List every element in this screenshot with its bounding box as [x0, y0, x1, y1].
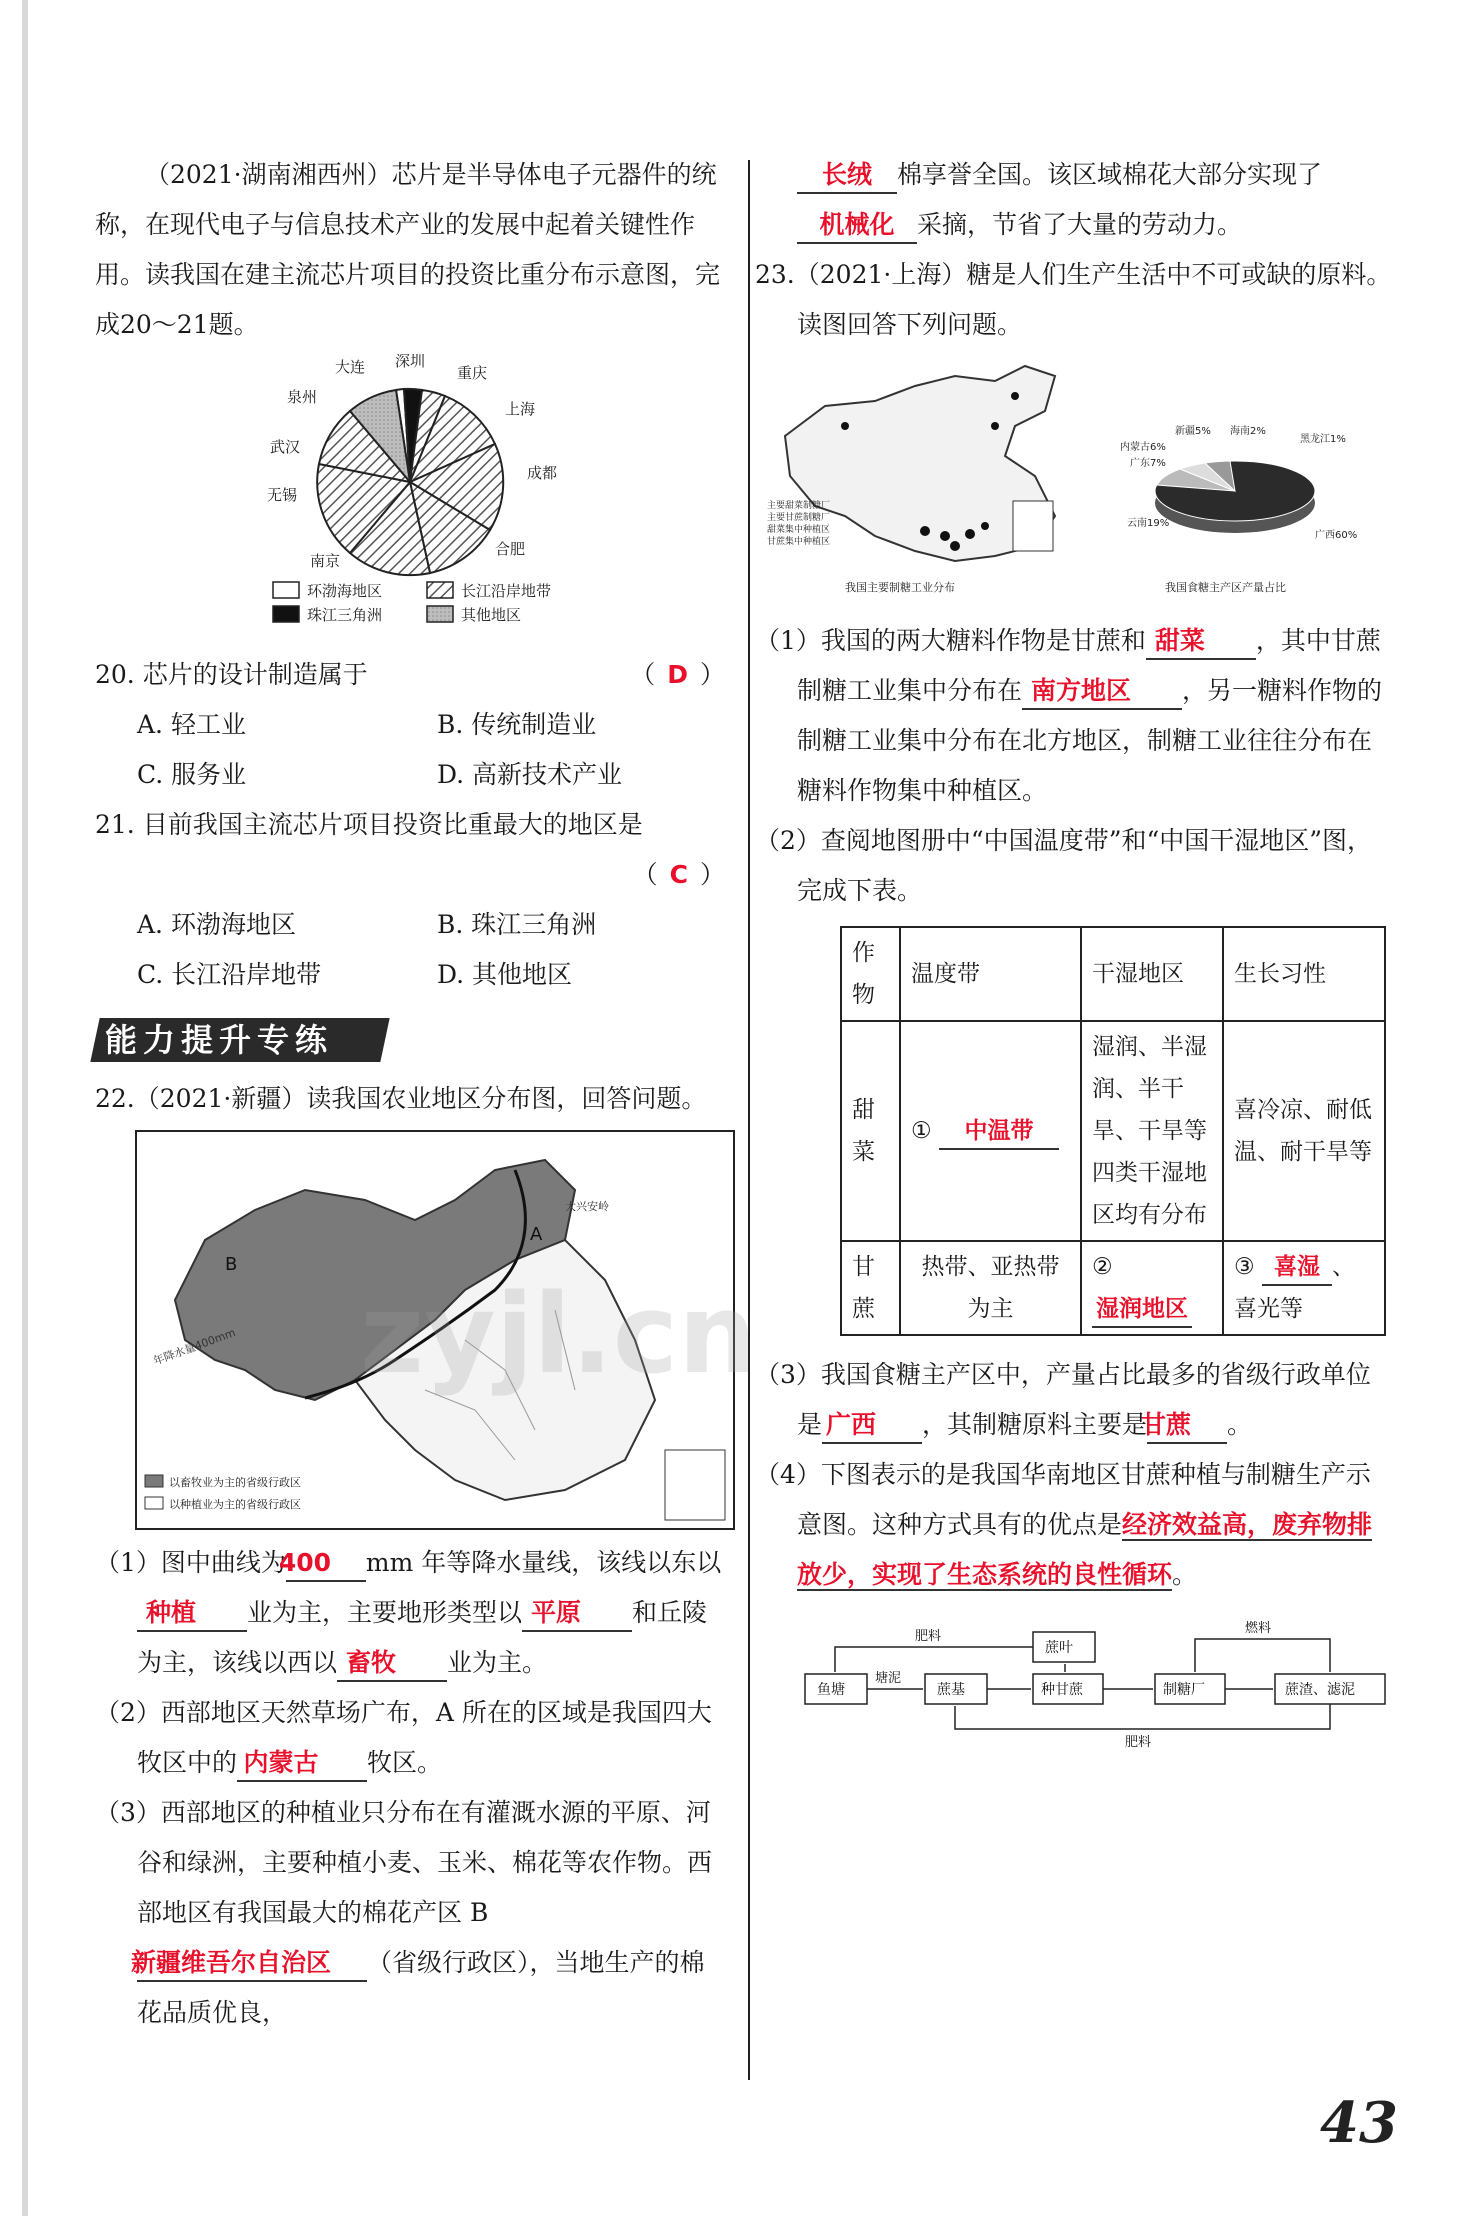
- table-cell: 热带、亚热带为主: [900, 1241, 1081, 1335]
- answer-blank: 中温带: [939, 1114, 1059, 1150]
- flow-box: 制糖厂: [1163, 1682, 1205, 1698]
- table-row: [841, 1021, 1385, 1241]
- q23-part1: （1）我国的两大糖料作物是甘蔗和 甜菜 ，其中甘蔗制糖工业集中分布在 南方地区 ，另一糖料作物的制糖工业集中分布在北方地区，制糖工业往往分布在糖料作物集中种植区。: [755, 626, 1383, 805]
- answer-blank: 平原: [522, 1596, 632, 1632]
- table-cell: 甜菜: [841, 1021, 900, 1241]
- watermark: zyjl.cn: [360, 1270, 757, 1398]
- flow-label: 肥料: [1125, 1735, 1152, 1750]
- answer-blank: 南方地区: [1022, 674, 1182, 710]
- q21-option: A. 环渤海地区: [137, 910, 296, 939]
- table-cell: 湿润、半湿润、半干旱、干旱等四类干湿地区均有分布: [1081, 1021, 1223, 1241]
- map-legend: 以畜牧业为主的省级行政区: [169, 1476, 301, 1489]
- table-cell: ① 中温带: [900, 1021, 1081, 1241]
- answer-blank: 畜牧: [337, 1646, 447, 1682]
- answer-blank: 内蒙古: [237, 1746, 367, 1782]
- q21-option: B. 珠江三角洲: [437, 910, 597, 939]
- q20-answer-bracket: （ D ）: [630, 660, 725, 689]
- q21-option: D. 其他地区: [437, 960, 573, 989]
- answer-blank: 甜菜: [1146, 624, 1256, 660]
- left-column: [95, 150, 725, 2038]
- map-label-a: A: [530, 1224, 543, 1245]
- pie-legend: 珠江三角洲: [307, 606, 383, 624]
- pie-label: 重庆: [457, 364, 488, 382]
- q23-stem: 23.（2021·上海）糖是人们生产生活中不可或缺的原料。读图回答下列问题。: [755, 260, 1392, 339]
- answer-blank: 广西: [822, 1408, 922, 1444]
- right-column: [755, 150, 1395, 1754]
- answer-blank: 新疆维吾尔自治区: [137, 1946, 367, 1982]
- q23-part3: （3）我国食糖主产区中，产量占比最多的省级行政单位是 广西 ，其制糖原料主要是甘蔗 。: [755, 1350, 1395, 1450]
- q21-answer: C: [669, 860, 688, 889]
- map-label-isohyet: 年降水量400mm: [151, 1326, 238, 1368]
- answer-blank: 长绒: [797, 158, 897, 194]
- pie-label: 泉州: [287, 388, 318, 406]
- q20-option: D. 高新技术产业: [437, 760, 623, 789]
- q21-option: C. 长江沿岸地带: [137, 960, 322, 989]
- q20-options-row1: [95, 700, 725, 750]
- answer-blank: 甘蔗: [1147, 1408, 1227, 1444]
- flow-label: 塘泥: [875, 1671, 902, 1686]
- pie-label: 南京: [310, 552, 341, 570]
- pie-legend: 其他地区: [461, 606, 522, 624]
- table-header: 作物: [841, 927, 900, 1021]
- pie-label: 合肥: [495, 540, 526, 558]
- table-header: 生长习性: [1223, 927, 1385, 1021]
- q20-option: B. 传统制造业: [437, 710, 597, 739]
- sugar-pie-label: 新疆5%: [1175, 426, 1211, 437]
- q22-part2: （2）西部地区天然草场广布，A 所在的区域是我国四大牧区中的 内蒙古 牧区。: [95, 1688, 725, 1788]
- sugar-map-legend: 主要甘蔗制糖厂: [767, 513, 831, 523]
- intro-text: （2021·湖南湘西州）芯片是半导体电子元器件的统称，在现代电子与信息技术产业的发展中起着关键性作用。读我国在建主流芯片项目的投资比重分布示意图，完成20～21题。: [95, 160, 721, 339]
- flow-box: 蔗基: [937, 1682, 965, 1698]
- q22-stem: 22.（2021·新疆）读我国农业地区分布图，回答问题。: [95, 1084, 707, 1113]
- q20-option: A. 轻工业: [137, 710, 246, 739]
- sugar-map-legend: 甘蔗集中种植区: [767, 537, 831, 547]
- answer-blank: 400: [286, 1546, 366, 1582]
- answer-blank: 机械化: [797, 208, 917, 244]
- pie-label: 深圳: [395, 354, 426, 370]
- table-cell: ③ 喜湿 、喜光等: [1223, 1241, 1385, 1335]
- q21-options-row1: [95, 900, 725, 950]
- sugar-industry-figure: [755, 356, 1395, 606]
- answer-blank: 湿润地区: [1092, 1292, 1192, 1328]
- sugar-pie-caption: 我国食糖主产区产量占比: [1165, 581, 1286, 594]
- q21-answer-bracket: （ C ）: [632, 860, 725, 889]
- flow-box: 种甘蔗: [1041, 1682, 1083, 1698]
- q20-options-row2: [95, 750, 725, 800]
- sugar-pie-label: 广东7%: [1130, 458, 1166, 469]
- map-label-daxinganling: 大兴安岭: [565, 1200, 609, 1213]
- table-header: 干湿地区: [1081, 927, 1223, 1021]
- q23-part2: （2）查阅地图册中“中国温度带”和“中国干湿地区”图，完成下表。: [755, 826, 1373, 905]
- q20-stem: 20. 芯片的设计制造属于 （ D ）: [95, 650, 725, 700]
- section-banner: 能力提升专练: [95, 1012, 395, 1068]
- pie-legend: 长江沿岸地带: [461, 582, 552, 600]
- pie-label: 上海: [505, 400, 536, 418]
- pie-label: 武汉: [270, 438, 301, 456]
- sugar-map-caption: 我国主要制糖工业分布: [845, 581, 955, 594]
- pie-legend: 环渤海地区: [307, 582, 383, 600]
- map-legend: 以种植业为主的省级行政区: [169, 1498, 301, 1511]
- answer-blank: 种植: [137, 1596, 247, 1632]
- q20-answer: D: [667, 660, 688, 689]
- sugar-pie-label: 海南2%: [1230, 426, 1266, 437]
- flow-box: 蔗叶: [1045, 1640, 1073, 1656]
- column-divider: [748, 160, 750, 2080]
- q21-stem: 21. 目前我国主流芯片项目投资比重最大的地区是: [95, 810, 643, 839]
- q23-part4: （4）下图表示的是我国华南地区甘蔗种植与制糖生产示意图。这种方式具有的优点是经济效益高，废弃物排放少，实现了生态系统的良性循环。: [755, 1460, 1373, 1589]
- crop-table: [840, 926, 1386, 1336]
- table-cell: 喜冷凉、耐低温、耐干旱等: [1223, 1021, 1385, 1241]
- answer-blank: 经济效益高，废弃物排放少，实现了生态系统的良性循环: [797, 1510, 1373, 1589]
- q22-part1: （1）图中曲线为400 mm 年等降水量线，该线以东以种植 业为主，主要地形类型以 平原 和丘陵为主，该线以西以 畜牧 业为主。: [95, 1538, 725, 1688]
- pie-label: 成都: [527, 464, 558, 482]
- table-header-row: [841, 927, 1385, 1021]
- q22-part3: （3）西部地区的种植业只分布在有灌溉水源的平原、河谷和绿洲，主要种植小麦、玉米、棉花等农作物。西部地区有我国最大的棉花产区 B 新疆维吾尔自治区 （省级行政区），当地生产的棉花品质优良，: [95, 1798, 713, 2027]
- sugar-map-legend: 甜菜集中种植区: [767, 525, 831, 535]
- sugar-pie-label: 黑龙江1%: [1300, 434, 1346, 445]
- pie-label: 无锡: [267, 486, 298, 504]
- pie-label: 大连: [335, 358, 366, 376]
- map-label-b: B: [225, 1254, 238, 1275]
- table-row: [841, 1241, 1385, 1335]
- sugar-pie-label: 广西60%: [1315, 530, 1358, 541]
- sugar-map-legend: 主要甜菜制糖厂: [767, 501, 831, 511]
- table-header: 温度带: [900, 927, 1081, 1021]
- q21-options-row2: [95, 950, 725, 1000]
- q22-part3-continued: 长绒 棉享誉全国。该区域棉花大部分实现了机械化 采摘，节省了大量的劳动力。: [755, 150, 1395, 250]
- page-number: 43: [1320, 2090, 1398, 2156]
- q20-option: C. 服务业: [137, 760, 247, 789]
- table-cell: 甘蔗: [841, 1241, 900, 1335]
- table-cell: ② 湿润地区: [1081, 1241, 1223, 1335]
- sugarcane-flow-diagram: [795, 1614, 1415, 1754]
- page-spine-shadow: [22, 0, 28, 2216]
- sugar-pie-label: 云南19%: [1127, 518, 1170, 529]
- sugar-pie-label: 内蒙古6%: [1120, 442, 1166, 453]
- flow-label: 肥料: [915, 1629, 942, 1644]
- flow-label: 燃料: [1245, 1621, 1272, 1636]
- answer-blank: 喜湿: [1262, 1250, 1332, 1286]
- flow-box: 鱼塘: [817, 1682, 845, 1698]
- chip-investment-pie-figure: [95, 354, 725, 644]
- flow-box: 蔗渣、滤泥: [1285, 1682, 1355, 1698]
